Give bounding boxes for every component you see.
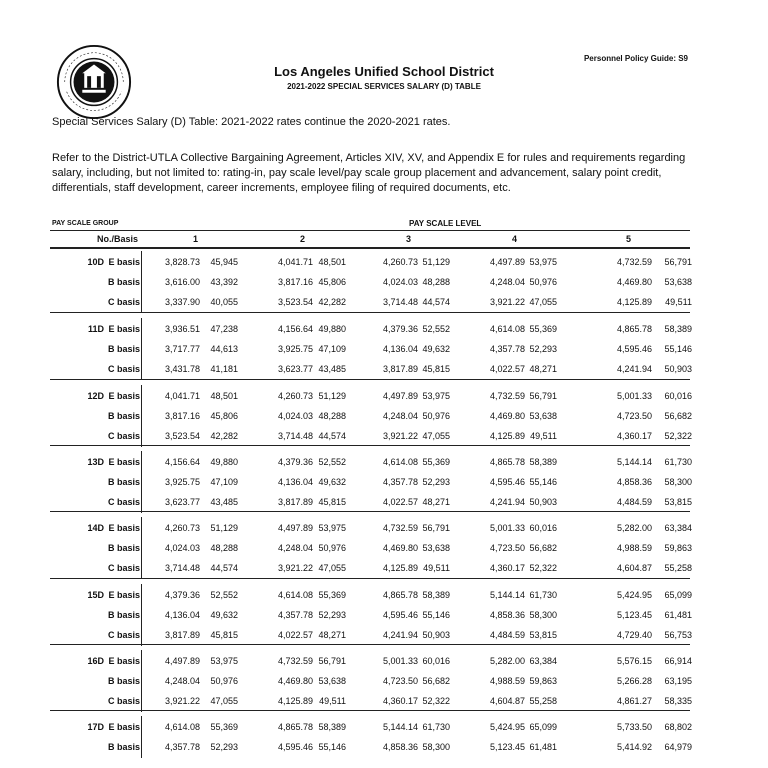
basis-label: B basis — [107, 610, 140, 620]
monthly-rate-cell: 5,001.33 — [616, 391, 652, 401]
annual-rate-cell: 45,806 — [210, 411, 238, 421]
annual-rate-cell: 52,293 — [529, 344, 557, 354]
monthly-rate-cell: 5,001.33 — [489, 523, 525, 533]
monthly-rate-cell: 4,248.04 — [277, 543, 313, 553]
reference-paragraph: Refer to the District-UTLA Collective Bargaining Agreement, Articles XIV, XV, and Appendix E for rules and requirements regarding salary, including, but not limited to: rating-in, pay scale level/pay scale group placement and advancement, salary point credit, differentials, staff development, career increments, employee filing of required documents, etc. — [52, 152, 686, 194]
annual-rate-cell: 65,099 — [664, 590, 692, 600]
monthly-rate-cell: 4,024.03 — [382, 277, 418, 287]
basis-column-divider — [141, 318, 142, 380]
monthly-rate-cell: 5,414.92 — [616, 742, 652, 752]
monthly-rate-cell: 4,379.36 — [164, 590, 200, 600]
annual-rate-cell: 63,195 — [664, 676, 692, 686]
group-divider — [50, 710, 690, 711]
annual-rate-cell: 55,258 — [664, 563, 692, 573]
annual-rate-cell: 52,322 — [529, 563, 557, 573]
monthly-rate-cell: 4,614.08 — [164, 722, 200, 732]
group-divider — [50, 312, 690, 313]
annual-rate-cell: 49,511 — [530, 431, 557, 441]
annual-rate-cell: 51,129 — [318, 391, 346, 401]
group-divider — [50, 445, 690, 446]
basis-label: E basis — [108, 523, 140, 533]
basis-label: C basis — [107, 630, 140, 640]
monthly-rate-cell: 4,248.04 — [164, 676, 200, 686]
monthly-rate-cell: 5,282.00 — [616, 523, 652, 533]
monthly-rate-cell: 4,595.46 — [277, 742, 313, 752]
monthly-rate-cell: 4,614.08 — [382, 457, 418, 467]
annual-rate-cell: 49,632 — [210, 610, 238, 620]
no-basis-header: No./Basis — [97, 234, 139, 244]
monthly-rate-cell: 3,921.22 — [277, 563, 313, 573]
annual-rate-cell: 56,791 — [318, 656, 346, 666]
basis-column-divider — [141, 584, 142, 646]
annual-rate-cell: 56,682 — [664, 411, 692, 421]
annual-rate-cell: 52,552 — [318, 457, 346, 467]
monthly-rate-cell: 4,988.59 — [616, 543, 652, 553]
annual-rate-cell: 44,574 — [210, 563, 238, 573]
monthly-rate-cell: 4,022.57 — [277, 630, 313, 640]
monthly-rate-cell: 4,024.03 — [277, 411, 313, 421]
monthly-rate-cell: 4,260.73 — [164, 523, 200, 533]
annual-rate-cell: 45,815 — [318, 497, 346, 507]
basis-label: C basis — [107, 297, 140, 307]
basis-label: E basis — [108, 391, 140, 401]
annual-rate-cell: 42,282 — [210, 431, 238, 441]
annual-rate-cell: 52,552 — [210, 590, 238, 600]
group-divider — [50, 578, 690, 579]
monthly-rate-cell: 3,925.75 — [164, 477, 200, 487]
monthly-rate-cell: 4,022.57 — [382, 497, 418, 507]
group-divider — [50, 379, 690, 380]
monthly-rate-cell: 4,136.04 — [382, 344, 418, 354]
annual-rate-cell: 61,481 — [529, 742, 557, 752]
annual-rate-cell: 60,016 — [529, 523, 557, 533]
basis-column-divider — [141, 517, 142, 579]
basis-label: C basis — [107, 696, 140, 706]
annual-rate-cell: 53,638 — [318, 676, 346, 686]
header-bottom-rule — [50, 247, 690, 249]
annual-rate-cell: 55,146 — [529, 477, 557, 487]
monthly-rate-cell: 3,817.16 — [164, 411, 200, 421]
monthly-rate-cell: 4,614.08 — [489, 324, 525, 334]
page-subtitle: 2021-2022 SPECIAL SERVICES SALARY (D) TABLE — [287, 82, 481, 91]
monthly-rate-cell: 4,497.89 — [382, 391, 418, 401]
basis-label: C basis — [107, 497, 140, 507]
monthly-rate-cell: 3,523.54 — [164, 431, 200, 441]
monthly-rate-cell: 4,614.08 — [277, 590, 313, 600]
annual-rate-cell: 52,322 — [422, 696, 450, 706]
basis-column-divider — [141, 650, 142, 712]
annual-rate-cell: 61,730 — [529, 590, 557, 600]
monthly-rate-cell: 4,732.59 — [489, 391, 525, 401]
page-title: Los Angeles Unified School District — [274, 64, 494, 79]
monthly-rate-cell: 5,576.15 — [616, 656, 652, 666]
monthly-rate-cell: 4,988.59 — [489, 676, 525, 686]
monthly-rate-cell: 4,469.80 — [382, 543, 418, 553]
monthly-rate-cell: 4,497.89 — [277, 523, 313, 533]
annual-rate-cell: 47,238 — [210, 324, 238, 334]
annual-rate-cell: 56,791 — [664, 257, 692, 267]
annual-rate-cell: 53,638 — [529, 411, 557, 421]
annual-rate-cell: 59,863 — [529, 676, 557, 686]
monthly-rate-cell: 4,041.71 — [277, 257, 313, 267]
basis-label: B basis — [107, 277, 140, 287]
basis-column-divider — [141, 251, 142, 313]
annual-rate-cell: 40,055 — [210, 297, 238, 307]
annual-rate-cell: 50,903 — [664, 364, 692, 374]
monthly-rate-cell: 4,379.36 — [277, 457, 313, 467]
annual-rate-cell: 44,574 — [422, 297, 450, 307]
monthly-rate-cell: 3,717.77 — [164, 344, 200, 354]
group-code: 12D — [87, 391, 104, 401]
monthly-rate-cell: 4,729.40 — [616, 630, 652, 640]
monthly-rate-cell: 3,921.22 — [164, 696, 200, 706]
monthly-rate-cell: 5,144.14 — [616, 457, 652, 467]
annual-rate-cell: 56,682 — [529, 543, 557, 553]
annual-rate-cell: 47,055 — [422, 431, 450, 441]
annual-rate-cell: 56,791 — [422, 523, 450, 533]
annual-rate-cell: 55,369 — [529, 324, 557, 334]
monthly-rate-cell: 4,379.36 — [382, 324, 418, 334]
annual-rate-cell: 48,271 — [529, 364, 557, 374]
monthly-rate-cell: 4,022.57 — [489, 364, 525, 374]
monthly-rate-cell: 4,241.94 — [382, 630, 418, 640]
monthly-rate-cell: 3,921.22 — [489, 297, 525, 307]
annual-rate-cell: 53,638 — [422, 543, 450, 553]
annual-rate-cell: 49,511 — [319, 696, 346, 706]
table-header-row — [0, 234, 768, 248]
monthly-rate-cell: 4,260.73 — [382, 257, 418, 267]
basis-label: B basis — [107, 676, 140, 686]
annual-rate-cell: 50,976 — [210, 676, 238, 686]
basis-label: E basis — [108, 457, 140, 467]
monthly-rate-cell: 3,431.78 — [164, 364, 200, 374]
monthly-rate-cell: 4,125.89 — [382, 563, 418, 573]
monthly-rate-cell: 4,360.17 — [382, 696, 418, 706]
monthly-rate-cell: 4,604.87 — [616, 563, 652, 573]
annual-rate-cell: 64,979 — [664, 742, 692, 752]
monthly-rate-cell: 4,595.46 — [382, 610, 418, 620]
monthly-rate-cell: 4,861.27 — [616, 696, 652, 706]
annual-rate-cell: 56,753 — [664, 630, 692, 640]
monthly-rate-cell: 4,497.89 — [489, 257, 525, 267]
basis-column-divider — [141, 716, 142, 758]
annual-rate-cell: 48,271 — [422, 497, 450, 507]
annual-rate-cell: 53,975 — [210, 656, 238, 666]
monthly-rate-cell: 5,266.28 — [616, 676, 652, 686]
level-header: 1 — [193, 234, 199, 244]
monthly-rate-cell: 5,282.00 — [489, 656, 525, 666]
annual-rate-cell: 48,501 — [318, 257, 346, 267]
basis-label: C basis — [107, 431, 140, 441]
annual-rate-cell: 43,485 — [210, 497, 238, 507]
annual-rate-cell: 49,511 — [665, 297, 692, 307]
monthly-rate-cell: 5,424.95 — [489, 722, 525, 732]
annual-rate-cell: 53,815 — [529, 630, 557, 640]
monthly-rate-cell: 5,001.33 — [382, 656, 418, 666]
monthly-rate-cell: 4,723.50 — [382, 676, 418, 686]
annual-rate-cell: 48,501 — [210, 391, 238, 401]
annual-rate-cell: 61,730 — [664, 457, 692, 467]
monthly-rate-cell: 4,357.78 — [382, 477, 418, 487]
level-header: 3 — [406, 234, 412, 244]
monthly-rate-cell: 4,858.36 — [382, 742, 418, 752]
annual-rate-cell: 48,288 — [422, 277, 450, 287]
monthly-rate-cell: 4,125.89 — [489, 431, 525, 441]
annual-rate-cell: 61,730 — [422, 722, 450, 732]
monthly-rate-cell: 4,865.78 — [489, 457, 525, 467]
monthly-rate-cell: 4,723.50 — [616, 411, 652, 421]
annual-rate-cell: 55,146 — [664, 344, 692, 354]
annual-rate-cell: 44,613 — [210, 344, 238, 354]
annual-rate-cell: 63,384 — [664, 523, 692, 533]
annual-rate-cell: 60,016 — [422, 656, 450, 666]
basis-label: C basis — [107, 563, 140, 573]
annual-rate-cell: 47,055 — [210, 696, 238, 706]
annual-rate-cell: 59,863 — [664, 543, 692, 553]
annual-rate-cell: 44,574 — [318, 431, 346, 441]
monthly-rate-cell: 5,144.14 — [382, 722, 418, 732]
level-header: 4 — [512, 234, 518, 244]
monthly-rate-cell: 4,595.46 — [489, 477, 525, 487]
annual-rate-cell: 48,288 — [318, 411, 346, 421]
annual-rate-cell: 53,638 — [664, 277, 692, 287]
annual-rate-cell: 50,976 — [318, 543, 346, 553]
annual-rate-cell: 53,815 — [664, 497, 692, 507]
annual-rate-cell: 50,903 — [529, 497, 557, 507]
annual-rate-cell: 58,389 — [664, 324, 692, 334]
monthly-rate-cell: 5,424.95 — [616, 590, 652, 600]
monthly-rate-cell: 4,241.94 — [489, 497, 525, 507]
monthly-rate-cell: 4,469.80 — [616, 277, 652, 287]
basis-label: B basis — [107, 411, 140, 421]
pay-scale-group-label: PAY SCALE GROUP — [52, 220, 119, 227]
monthly-rate-cell: 4,604.87 — [489, 696, 525, 706]
monthly-rate-cell: 3,817.16 — [277, 277, 313, 287]
annual-rate-cell: 58,389 — [422, 590, 450, 600]
policy-guide-label: Personnel Policy Guide: S9 — [583, 54, 688, 63]
monthly-rate-cell: 4,360.17 — [489, 563, 525, 573]
monthly-rate-cell: 4,041.71 — [164, 391, 200, 401]
group-code: 17D — [87, 722, 104, 732]
monthly-rate-cell: 3,714.48 — [164, 563, 200, 573]
group-code: 14D — [87, 523, 104, 533]
annual-rate-cell: 52,293 — [422, 477, 450, 487]
annual-rate-cell: 45,815 — [422, 364, 450, 374]
monthly-rate-cell: 5,144.14 — [489, 590, 525, 600]
annual-rate-cell: 58,300 — [529, 610, 557, 620]
annual-rate-cell: 50,976 — [422, 411, 450, 421]
level-header: 2 — [300, 234, 306, 244]
monthly-rate-cell: 4,484.59 — [489, 630, 525, 640]
monthly-rate-cell: 3,523.54 — [277, 297, 313, 307]
group-code: 16D — [87, 656, 104, 666]
annual-rate-cell: 60,016 — [664, 391, 692, 401]
annual-rate-cell: 55,146 — [422, 610, 450, 620]
annual-rate-cell: 48,288 — [210, 543, 238, 553]
annual-rate-cell: 45,815 — [210, 630, 238, 640]
basis-label: E basis — [108, 257, 140, 267]
monthly-rate-cell: 4,469.80 — [489, 411, 525, 421]
monthly-rate-cell: 3,623.77 — [164, 497, 200, 507]
annual-rate-cell: 68,802 — [664, 722, 692, 732]
basis-label: E basis — [108, 656, 140, 666]
basis-label: B basis — [107, 742, 140, 752]
monthly-rate-cell: 5,123.45 — [489, 742, 525, 752]
monthly-rate-cell: 3,714.48 — [382, 297, 418, 307]
annual-rate-cell: 58,300 — [664, 477, 692, 487]
basis-label: E basis — [108, 722, 140, 732]
annual-rate-cell: 49,632 — [422, 344, 450, 354]
monthly-rate-cell: 4,248.04 — [382, 411, 418, 421]
monthly-rate-cell: 4,865.78 — [616, 324, 652, 334]
monthly-rate-cell: 4,732.59 — [277, 656, 313, 666]
annual-rate-cell: 55,369 — [210, 722, 238, 732]
annual-rate-cell: 52,293 — [318, 610, 346, 620]
annual-rate-cell: 42,282 — [318, 297, 346, 307]
annual-rate-cell: 45,806 — [318, 277, 346, 287]
monthly-rate-cell: 4,858.36 — [616, 477, 652, 487]
annual-rate-cell: 58,335 — [664, 696, 692, 706]
monthly-rate-cell: 4,858.36 — [489, 610, 525, 620]
annual-rate-cell: 49,511 — [423, 563, 450, 573]
pay-scale-level-label: PAY SCALE LEVEL — [409, 219, 482, 228]
monthly-rate-cell: 4,024.03 — [164, 543, 200, 553]
monthly-rate-cell: 3,817.89 — [382, 364, 418, 374]
monthly-rate-cell: 4,360.17 — [616, 431, 652, 441]
monthly-rate-cell: 4,156.64 — [164, 457, 200, 467]
monthly-rate-cell: 4,469.80 — [277, 676, 313, 686]
header-top-rule — [50, 230, 690, 231]
annual-rate-cell: 63,384 — [529, 656, 557, 666]
monthly-rate-cell: 4,732.59 — [616, 257, 652, 267]
monthly-rate-cell: 4,125.89 — [616, 297, 652, 307]
group-divider — [50, 644, 690, 645]
basis-label: B basis — [107, 344, 140, 354]
monthly-rate-cell: 3,828.73 — [164, 257, 200, 267]
annual-rate-cell: 49,632 — [318, 477, 346, 487]
monthly-rate-cell: 4,357.78 — [277, 610, 313, 620]
annual-rate-cell: 58,389 — [529, 457, 557, 467]
monthly-rate-cell: 4,723.50 — [489, 543, 525, 553]
monthly-rate-cell: 3,936.51 — [164, 324, 200, 334]
annual-rate-cell: 61,481 — [664, 610, 692, 620]
annual-rate-cell: 50,976 — [529, 277, 557, 287]
annual-rate-cell: 51,129 — [210, 523, 238, 533]
monthly-rate-cell: 4,732.59 — [382, 523, 418, 533]
annual-rate-cell: 48,271 — [318, 630, 346, 640]
annual-rate-cell: 66,914 — [664, 656, 692, 666]
annual-rate-cell: 52,293 — [210, 742, 238, 752]
annual-rate-cell: 47,055 — [318, 563, 346, 573]
annual-rate-cell: 43,485 — [318, 364, 346, 374]
monthly-rate-cell: 4,484.59 — [616, 497, 652, 507]
basis-column-divider — [141, 385, 142, 447]
annual-rate-cell: 47,109 — [318, 344, 346, 354]
annual-rate-cell: 55,369 — [422, 457, 450, 467]
annual-rate-cell: 53,975 — [422, 391, 450, 401]
monthly-rate-cell: 4,136.04 — [277, 477, 313, 487]
monthly-rate-cell: 3,337.90 — [164, 297, 200, 307]
monthly-rate-cell: 4,357.78 — [489, 344, 525, 354]
annual-rate-cell: 55,146 — [318, 742, 346, 752]
basis-label: C basis — [107, 364, 140, 374]
monthly-rate-cell: 4,248.04 — [489, 277, 525, 287]
basis-label: B basis — [107, 477, 140, 487]
monthly-rate-cell: 3,817.89 — [164, 630, 200, 640]
basis-label: E basis — [108, 590, 140, 600]
group-code: 13D — [87, 457, 104, 467]
monthly-rate-cell: 4,595.46 — [616, 344, 652, 354]
monthly-rate-cell: 3,921.22 — [382, 431, 418, 441]
annual-rate-cell: 43,392 — [210, 277, 238, 287]
annual-rate-cell: 49,880 — [318, 324, 346, 334]
annual-rate-cell: 47,055 — [529, 297, 557, 307]
annual-rate-cell: 55,258 — [529, 696, 557, 706]
monthly-rate-cell: 4,497.89 — [164, 656, 200, 666]
monthly-rate-cell: 4,357.78 — [164, 742, 200, 752]
annual-rate-cell: 52,322 — [664, 431, 692, 441]
annual-rate-cell: 65,099 — [529, 722, 557, 732]
monthly-rate-cell: 3,817.89 — [277, 497, 313, 507]
annual-rate-cell: 45,945 — [210, 257, 238, 267]
basis-label: E basis — [108, 324, 140, 334]
monthly-rate-cell: 3,714.48 — [277, 431, 313, 441]
monthly-rate-cell: 4,125.89 — [277, 696, 313, 706]
annual-rate-cell: 47,109 — [210, 477, 238, 487]
annual-rate-cell: 53,975 — [318, 523, 346, 533]
annual-rate-cell: 53,975 — [529, 257, 557, 267]
basis-column-divider — [141, 451, 142, 513]
monthly-rate-cell: 4,136.04 — [164, 610, 200, 620]
monthly-rate-cell: 3,623.77 — [277, 364, 313, 374]
level-header: 5 — [626, 234, 632, 244]
group-code: 11D — [87, 324, 104, 334]
annual-rate-cell: 56,791 — [529, 391, 557, 401]
annual-rate-cell: 49,880 — [210, 457, 238, 467]
annual-rate-cell: 58,389 — [318, 722, 346, 732]
monthly-rate-cell: 4,865.78 — [382, 590, 418, 600]
annual-rate-cell: 41,181 — [210, 364, 238, 374]
annual-rate-cell: 50,903 — [422, 630, 450, 640]
monthly-rate-cell: 5,123.45 — [616, 610, 652, 620]
rates-note: Special Services Salary (D) Table: 2021-2022 rates continue the 2020-2021 rates. — [52, 116, 451, 128]
monthly-rate-cell: 5,733.50 — [616, 722, 652, 732]
monthly-rate-cell: 4,260.73 — [277, 391, 313, 401]
annual-rate-cell: 51,129 — [422, 257, 450, 267]
group-code: 15D — [87, 590, 104, 600]
monthly-rate-cell: 4,865.78 — [277, 722, 313, 732]
monthly-rate-cell: 3,925.75 — [277, 344, 313, 354]
annual-rate-cell: 52,552 — [422, 324, 450, 334]
annual-rate-cell: 55,369 — [318, 590, 346, 600]
annual-rate-cell: 58,300 — [422, 742, 450, 752]
annual-rate-cell: 56,682 — [422, 676, 450, 686]
basis-label: B basis — [107, 543, 140, 553]
group-divider — [50, 511, 690, 512]
group-code: 10D — [87, 257, 104, 267]
monthly-rate-cell: 3,616.00 — [164, 277, 200, 287]
monthly-rate-cell: 4,156.64 — [277, 324, 313, 334]
monthly-rate-cell: 4,241.94 — [616, 364, 652, 374]
